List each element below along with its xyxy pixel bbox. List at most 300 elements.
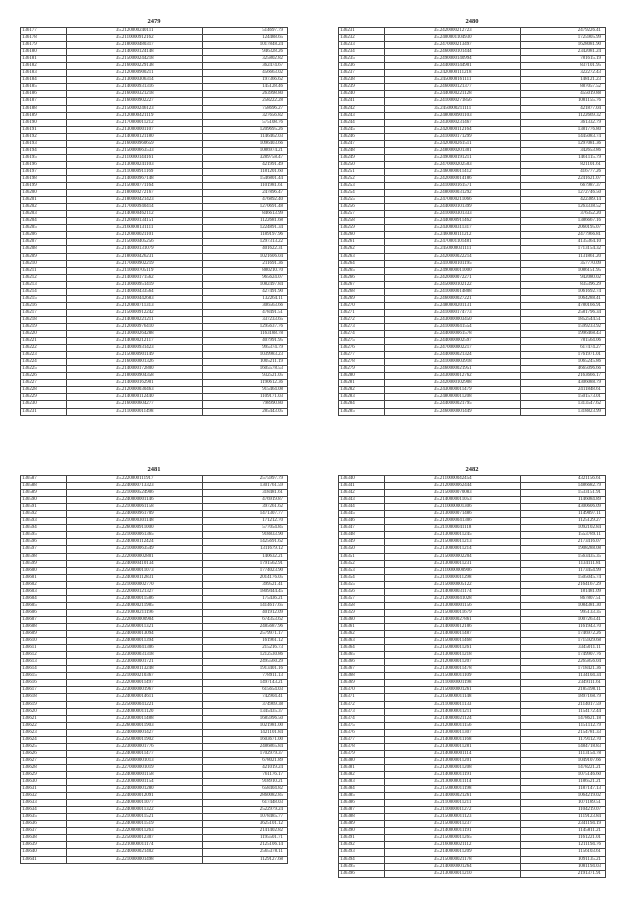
row-id-cell: 136350 [339,546,385,553]
table-row [339,842,606,849]
table-row [21,652,288,659]
row-code-cell: 35.2140000011209 [385,849,521,856]
row-id-cell: 136616 [21,680,67,687]
table-row [339,352,606,359]
row-value-cell: 1272746.50 [521,190,606,197]
table-row [339,757,606,764]
row-value-cell: 1179112.70 [521,736,606,743]
table-row [21,807,288,814]
row-code-cell: 35.2150000771164 [67,183,203,190]
row-value-cell: 1749907.76 [521,652,606,659]
row-value-cell: 1122681.68 [203,218,288,225]
row-code-cell: 35.2160000021112 [385,842,521,849]
row-code-cell: 35.2110000705119 [67,267,203,274]
row-value-cell: 197366.62 [203,77,288,84]
table-row [339,546,606,553]
row-code-cell: 35.2140000221211 [67,316,203,323]
row-id-cell: 136347 [339,525,385,532]
row-value-cell: 1049107.66 [521,757,606,764]
table-row [339,84,606,91]
row-code-cell: 35.2480000901103 [385,112,521,119]
row-code-cell: 35.2110000011133 [385,701,521,708]
row-code-cell: 35.2140000001264 [385,863,521,870]
table-row [339,190,606,197]
table-row [21,786,288,793]
row-id-cell: 136185 [21,84,67,91]
row-value-cell: 1007263.41 [521,616,606,623]
table-row [339,701,606,708]
row-value-cell: 1313547.62 [521,401,606,408]
row-id-cell: 136619 [21,701,67,708]
row-id-cell: 136605 [21,602,67,609]
row-id-cell: 136607 [21,616,67,623]
row-value-cell: 1381776.80 [521,126,606,133]
row-id-cell: 136342 [339,490,385,497]
row-id-cell: 136603 [21,588,67,595]
row-code-cell: 35.2120000900211 [67,70,203,77]
row-id-cell: 136207 [21,239,67,246]
row-id-cell: 136249 [339,154,385,161]
table-row [21,302,288,309]
row-value-cell: 407991.95 [203,338,288,345]
table-row [339,609,606,616]
table-row [339,539,606,546]
row-id-cell: 136359 [339,609,385,616]
table-row [21,842,288,849]
row-id-cell: 136220 [21,331,67,338]
row-id-cell: 136266 [339,274,385,281]
row-value-cell: 1425691.62 [203,539,288,546]
row-value-cell: 835396.29 [521,281,606,288]
row-id-cell: 136283 [339,394,385,401]
row-value-cell: 1486682.79 [521,483,606,490]
row-value-cell: 1685996.50 [203,715,288,722]
row-code-cell: 35.2180000904358 [67,373,203,380]
row-value-cell: 1263338.52 [521,204,606,211]
row-id-cell: 136261 [339,239,385,246]
row-id-cell: 136627 [21,757,67,764]
row-code-cell: 35.2110000011272 [385,807,521,814]
row-code-cell: 35.2130000011245 [385,532,521,539]
row-id-cell: 136635 [21,814,67,821]
row-value-cell: 1017848.24 [203,42,288,49]
row-id-cell: 136274 [339,331,385,338]
row-id-cell: 136598 [21,553,67,560]
row-code-cell: 35.2450000031111 [385,246,521,253]
table-row [21,394,288,401]
row-value-cell: 1131861.20 [521,253,606,260]
row-id-cell: 136209 [21,253,67,260]
row-value-cell: 667987.37 [521,183,606,190]
row-code-cell: 35.2410000014808 [385,288,521,295]
table-row [339,652,606,659]
table-row [21,98,288,105]
table-row [339,161,606,168]
row-code-cell: 35.2420000014186 [385,175,521,182]
row-value-cell: 995133.35 [521,609,606,616]
row-id-cell: 136609 [21,631,67,638]
data-table [20,27,288,416]
table-row [339,63,606,70]
table-row [339,140,606,147]
table-row [339,147,606,154]
row-code-cell: 35.2130000071486 [385,511,521,518]
row-value-cell: 778911.13 [203,673,288,680]
row-value-cell: 1134111.81 [521,560,606,567]
row-value-cell: 1301761.59 [203,483,288,490]
row-value-cell: 2191371.91 [521,870,606,877]
row-code-cell: 35.2440000144901 [385,63,521,70]
row-value-cell: 1702979.37 [203,750,288,757]
row-value-cell: 1149097.11 [521,511,606,518]
row-id-cell: 136263 [339,253,385,260]
row-id-cell: 136382 [339,771,385,778]
row-code-cell: 35.2140000967148 [67,175,203,182]
row-code-cell: 35.2160000131111 [67,225,203,232]
row-id-cell: 136193 [21,140,67,147]
table-row [339,863,606,870]
row-code-cell: 35.2150000070083 [385,490,521,497]
row-code-cell: 35.2160000960659 [67,140,203,147]
row-id-cell: 136611 [21,645,67,652]
row-code-cell: 35.2120000240111 [67,28,203,35]
table-row [339,345,606,352]
table-row [21,757,288,764]
table-row [21,359,288,366]
row-code-cell: 35.2430000311317 [385,225,521,232]
row-code-cell: 35.2420000112164 [385,126,521,133]
table-row [21,105,288,112]
row-value-cell: 2349111.61 [521,680,606,687]
row-value-cell: 1908288.08 [521,546,606,553]
row-code-cell: 35.2240000112831 [67,574,203,581]
row-value-cell: 211691.36 [203,260,288,267]
table-row [339,504,606,511]
row-code-cell: 35.2260000011903 [67,722,203,729]
table-row [21,168,288,175]
row-code-cell: 35.2250000011902 [67,736,203,743]
row-code-cell: 35.2140000462112 [67,211,203,218]
row-code-cell: 35.2110000011211 [385,800,521,807]
row-id-cell: 136630 [21,779,67,786]
row-id-cell: 136268 [339,288,385,295]
table-row [21,779,288,786]
row-code-cell: 35.2160000442683 [67,295,203,302]
row-code-cell: 35.2450000211111 [385,105,521,112]
row-code-cell: 35.2470000202503 [385,161,521,168]
row-id-cell: 136360 [339,616,385,623]
row-code-cell: 35.2170000011212 [67,119,203,126]
row-value-cell: 1533151.91 [521,490,606,497]
row-value-cell: 1109171.03 [203,394,288,401]
row-id-cell: 136379 [339,750,385,757]
table-row [21,338,288,345]
row-code-cell: 35.2130000011231 [385,560,521,567]
row-value-cell: 318481.61 [203,490,288,497]
row-id-cell: 136232 [339,35,385,42]
row-id-cell: 136370 [339,687,385,694]
row-code-cell: 35.2230000001967 [67,687,203,694]
row-id-cell: 136259 [339,225,385,232]
table-row [339,856,606,863]
row-id-cell: 136392 [339,842,385,849]
row-code-cell: 35.2430000003450 [385,316,521,323]
row-code-cell: 35.2140000112440 [67,394,203,401]
table-row [21,595,288,602]
table-row [339,133,606,140]
table-row [21,687,288,694]
row-code-cell: 35.2210000063549 [67,546,203,553]
row-code-cell: 35.2140000124148 [67,49,203,56]
row-id-cell: 136377 [339,736,385,743]
row-value-cell: 1161221.01 [521,835,606,842]
row-id-cell: 136358 [339,602,385,609]
row-code-cell: 35.2210000011521 [67,814,203,821]
row-id-cell: 136626 [21,750,67,757]
row-value-cell: 1096403.66 [203,140,288,147]
row-code-cell: 35.2490000011000 [385,267,521,274]
row-code-cell: 35.2430000011479 [385,387,521,394]
table-row [339,260,606,267]
table-row [339,49,606,56]
table-row [21,828,288,835]
panel-title: 2480 [465,18,479,25]
row-code-cell: 35.2240000113248 [67,666,203,673]
row-value-cell: 421877.04 [521,105,606,112]
row-id-cell: 136389 [339,821,385,828]
table-row [339,401,606,408]
row-id-cell: 136247 [339,140,385,147]
table-row [21,574,288,581]
row-value-cell: 401622.31 [203,246,288,253]
table-row [21,288,288,295]
row-value-cell: 1082497.84 [203,281,288,288]
table-row [339,595,606,602]
row-code-cell: 35.2210000301148 [67,518,203,525]
table-row [21,63,288,70]
table-row [21,154,288,161]
row-id-cell: 136211 [21,267,67,274]
row-value-cell: 2141402.82 [203,828,288,835]
table-row [339,567,606,574]
table-row [21,204,288,211]
row-value-cell: 658404.82 [203,786,288,793]
table-row [339,750,606,757]
row-code-cell: 35.2410000171299 [385,133,521,140]
row-value-cell: 1791562.91 [203,560,288,567]
row-value-cell: 1119123.84 [521,814,606,821]
row-value-cell: 1154172.44 [521,708,606,715]
table-row [21,680,288,687]
table-row [339,359,606,366]
row-value-cell: 1101981.61 [203,183,288,190]
row-value-cell: 1145811.21 [521,828,606,835]
row-value-cell: 1297313.22 [203,239,288,246]
table-row [339,490,606,497]
row-value-cell: 2265856.04 [521,659,606,666]
table-row [339,331,606,338]
table-row [21,588,288,595]
row-value-cell: 1713154.32 [521,246,606,253]
row-value-cell: 2495560.29 [203,659,288,666]
row-value-cell: 575108.76 [203,119,288,126]
table-row [339,743,606,750]
table-row [339,175,606,182]
row-value-cell: 1065245.86 [521,359,606,366]
table-row [339,560,606,567]
row-code-cell: 35.2240000001280 [67,786,203,793]
row-id-cell: 136195 [21,154,67,161]
row-code-cell: 35.2110000001198 [385,680,521,687]
table-row [339,119,606,126]
row-code-cell: 35.2150000005122 [385,581,521,588]
row-id-cell: 136378 [339,743,385,750]
row-value-cell: 1071189.51 [521,800,606,807]
row-id-cell: 136394 [339,856,385,863]
row-id-cell: 136270 [339,302,385,309]
row-code-cell: 35.2130000011218 [385,652,521,659]
row-code-cell: 35.2130000264288 [67,331,203,338]
table-row [339,638,606,645]
row-code-cell: 35.2410000101195 [385,260,521,267]
table-row [21,295,288,302]
table-row [21,133,288,140]
table-row [21,609,288,616]
row-code-cell: 35.2140000011191 [385,771,521,778]
table-row [339,581,606,588]
row-id-cell: 136188 [21,105,67,112]
table-row [21,504,288,511]
table-row [339,126,606,133]
table-row [21,119,288,126]
table-row [21,560,288,567]
row-code-cell: 35.2240000011322 [67,807,203,814]
row-code-cell: 35.2240000011519 [67,821,203,828]
row-id-cell: 136615 [21,673,67,680]
row-id-cell: 136593 [21,518,67,525]
table-row [21,539,288,546]
table-row [21,814,288,821]
row-value-cell: 140632.21 [203,553,288,560]
row-code-cell: 35.2240000011394 [67,638,203,645]
table-panel-3 [20,464,288,864]
table-row [339,659,606,666]
row-id-cell: 136276 [339,345,385,352]
table-row [21,366,288,373]
row-id-cell: 136224 [21,359,67,366]
row-value-cell: 1212530.86 [203,652,288,659]
row-code-cell: 35.2460000021951 [385,366,521,373]
table-row [339,666,606,673]
data-table [338,475,606,878]
row-code-cell: 35.2240000021402 [67,849,203,856]
row-id-cell: 136245 [339,126,385,133]
row-code-cell: 35.2130000001107 [67,126,203,133]
row-code-cell: 35.2240000001146 [67,497,203,504]
row-id-cell: 136262 [339,246,385,253]
row-id-cell: 136604 [21,595,67,602]
row-code-cell: 35.2130000951419 [67,281,203,288]
row-code-cell: 35.2130000011307 [385,729,521,736]
row-id-cell: 136225 [21,366,67,373]
row-id-cell: 136227 [21,380,67,387]
row-id-cell: 136212 [21,274,67,281]
row-code-cell: 35.2460000027221 [385,295,521,302]
table-row [339,366,606,373]
row-value-cell: 1129127.68 [203,856,288,863]
row-id-cell: 136362 [339,631,385,638]
row-value-cell: 798990.80 [203,401,288,408]
table-row [21,267,288,274]
row-value-cell: 965624.07 [203,274,288,281]
row-value-cell: 4665096.66 [521,366,606,373]
row-id-cell: 136203 [21,211,67,218]
table-panel-2 [338,16,606,416]
row-code-cell: 35.2240000112424 [67,539,203,546]
table-row [21,800,288,807]
table-row [21,345,288,352]
row-code-cell: 35.2180000480317 [67,42,203,49]
table-row [339,497,606,504]
row-id-cell: 136216 [21,302,67,309]
row-value-cell: 1774023.90 [203,567,288,574]
table-row [339,42,606,49]
row-code-cell: 35.2240000961709 [67,511,203,518]
table-row [339,602,606,609]
row-code-cell: 35.2150000011148 [385,694,521,701]
table-row [21,77,288,84]
row-id-cell: 136215 [21,295,67,302]
row-value-cell: 362474.67 [203,63,288,70]
row-value-cell: 327656.82 [203,112,288,119]
table-panel-1 [20,16,288,416]
row-code-cell: 35.2150000002204 [385,553,521,560]
row-value-cell: 1297081.36 [521,140,606,147]
row-value-cell: 374969.38 [203,701,288,708]
row-id-cell: 136233 [339,42,385,49]
row-id-cell: 136641 [21,856,67,863]
table-row [339,28,606,35]
table-row [21,750,288,757]
row-value-cell: 1187147.13 [521,786,606,793]
table-row [21,715,288,722]
row-value-cell: 1484718.83 [521,743,606,750]
row-value-cell: 4135364.10 [521,239,606,246]
row-value-cell: 132264.11 [203,295,288,302]
row-id-cell: 136623 [21,729,67,736]
row-code-cell: 35.2150000011213 [385,539,521,546]
table-row [21,581,288,588]
row-id-cell: 136621 [21,715,67,722]
row-value-cell: 4306088.79 [521,380,606,387]
row-code-cell: 35.2250000001013 [67,757,203,764]
row-code-cell: 35.2240000211985 [67,602,203,609]
row-value-cell: 1295637.76 [203,323,288,330]
table-row [21,49,288,56]
row-id-cell: 136239 [339,84,385,91]
row-id-cell: 136366 [339,659,385,666]
row-value-cell: 1156103.61 [521,849,606,856]
row-id-cell: 136192 [21,133,67,140]
table-row [339,281,606,288]
row-value-cell: 427491.90 [203,288,288,295]
row-value-cell: 325802.82 [203,56,288,63]
table-row [21,239,288,246]
row-id-cell: 136367 [339,666,385,673]
table-row [339,394,606,401]
row-id-cell: 136596 [21,539,67,546]
row-code-cell: 35.2220000002801 [67,553,203,560]
